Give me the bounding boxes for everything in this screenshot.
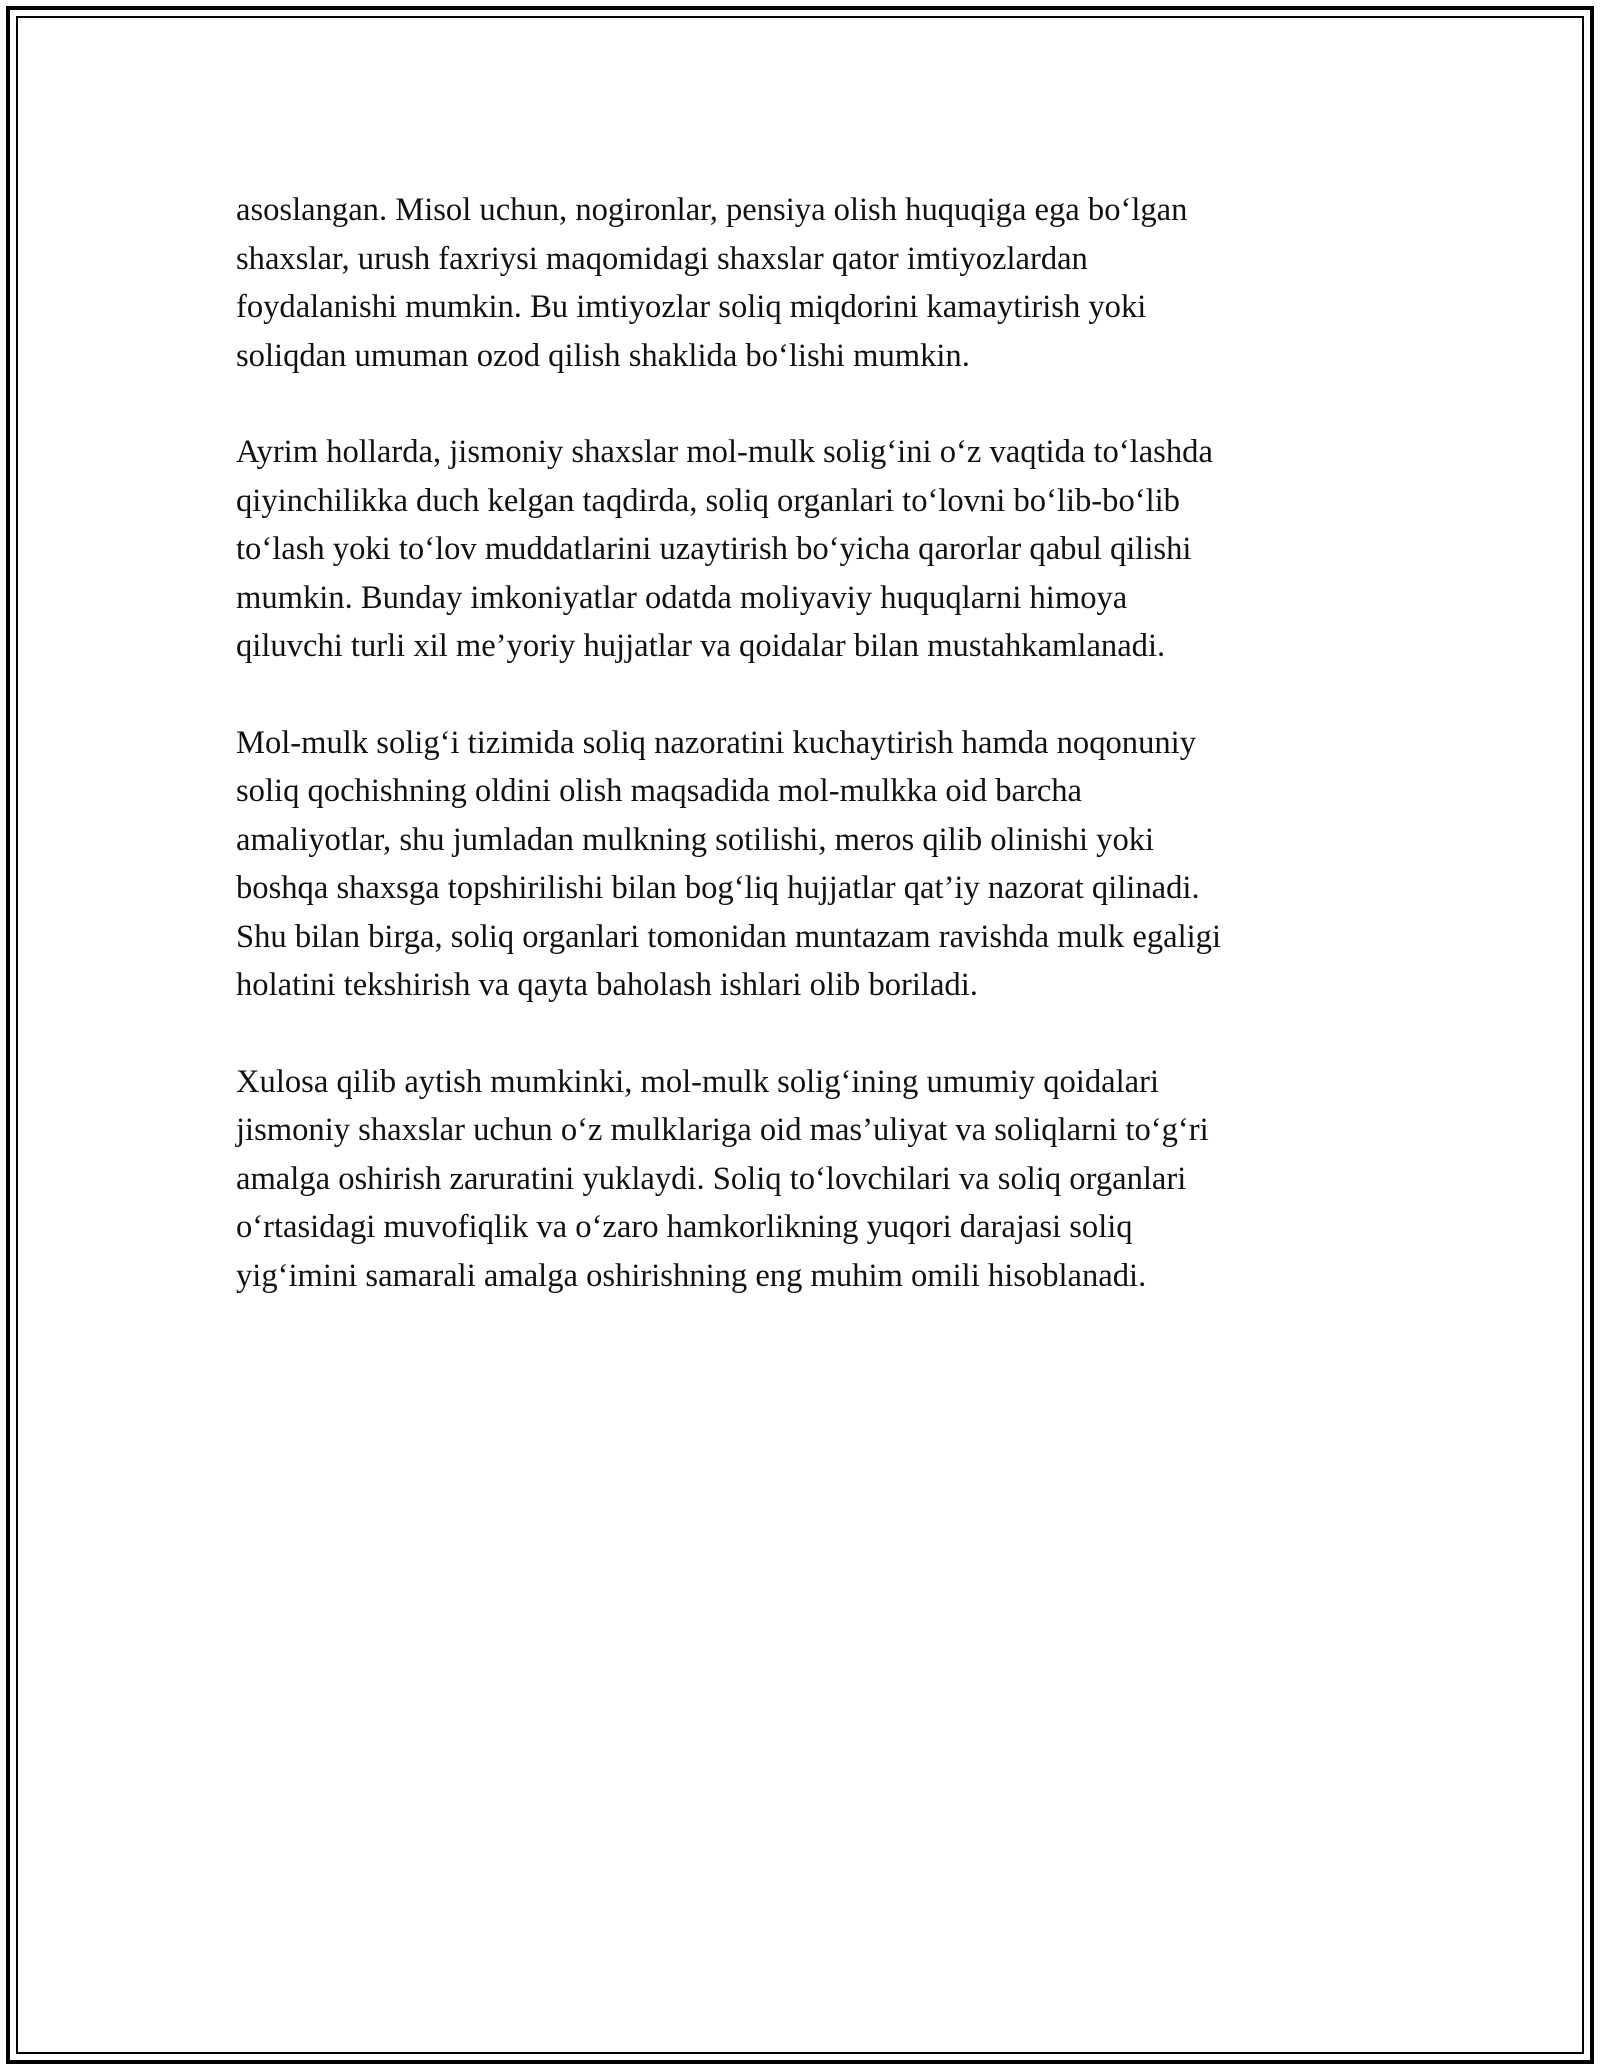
document-body	[236, 186, 1366, 1348]
paragraph-3: Mol-mulk solig‘i tizimida soliq nazoratini kuchaytirish hamda noqonuniy soliq qochishning oldini olish maqsadida mol-mulkka oid barcha amaliyotlar, shu jumladan mulkning sotilishi, meros qilib olinishi yoki boshqa shaxsga topshirilishi bilan bog‘liq hujjatlar qat’iy nazorat qilinadi. Shu bilan birga, soliq organlari tomonidan muntazam ravishda mulk egaligi holatini tekshirish va qayta baholash ishlari olib boriladi.	[236, 724, 1222, 1003]
paragraph-2: Ayrim hollarda, jismoniy shaxslar mol-mulk solig‘ini o‘z vaqtida to‘lashda qiyinchilikka duch kelgan taqdirda, soliq organlari to‘lovni bo‘lib-bo‘lib to‘lash yoki to‘lov muddatlarini uzaytirish bo‘yicha qarorlar qabul qilishi mumkin. Bunday imkoniyatlar odatda moliyaviy huquqlarni himoya qiluvchi turli xil me’yoriy hujjatlar va qoidalar bilan mustahkamlanadi.	[236, 434, 1213, 664]
paragraph-4: Xulosa qilib aytish mumkinki, mol-mulk solig‘ining umumiy qoidalari jismoniy shaxslar uchun o‘z mulklariga oid mas’uliyat va soliqlarni to‘g‘ri amalga oshirish zaruratini yuklaydi. Soliq to‘lovchilari va soliq organlari o‘rtasidagi muvofiqlik va o‘zaro hamkorlikning yuqori darajasi soliq yig‘imini samarali amalga oshirishning eng muhim omili hisoblanadi.	[236, 1063, 1209, 1294]
paragraph-1: asoslangan. Misol uchun, nogironlar, pensiya olish huquqiga ega bo‘lgan shaxslar, urush faxriysi maqomidagi shaxslar qator imtiyozlardan foydalanishi mumkin. Bu imtiyozlar soliq miqdorini kamaytirish yoki soliqdan umuman ozod qilish shaklida bo‘lishi mumkin.	[236, 192, 1188, 374]
